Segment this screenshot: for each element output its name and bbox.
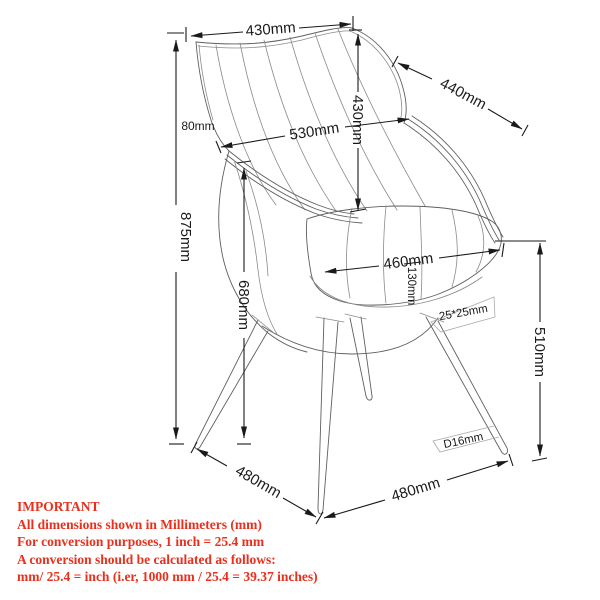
dim-overall-width — [216, 119, 409, 153]
dim-label-arm-length: 440mm — [437, 74, 490, 114]
important-note-heading: IMPORTANT — [17, 499, 100, 514]
dim-back-height — [349, 30, 366, 212]
dim-base-depth — [324, 454, 513, 518]
callout-leg-profile — [431, 297, 495, 332]
dim-label-back-height: 430mm — [349, 94, 366, 146]
important-note — [17, 498, 318, 586]
dim-arm-thickness — [181, 119, 214, 133]
important-note-line: mm/ 25.4 = inch (i.er, 1000 mm / 25.4 = 39.37 inches) — [17, 569, 318, 584]
dim-label-arm-thickness: 80mm — [181, 119, 215, 133]
dim-back-top-width — [186, 16, 353, 42]
back-channel-seams — [216, 29, 425, 211]
left-leg — [195, 320, 268, 449]
dim-seat-height — [495, 241, 548, 461]
dim-label-leg-diameter: D16mm — [442, 431, 485, 452]
back-left-leg — [350, 317, 372, 400]
dim-label-seat-thickness: 130mm — [405, 266, 417, 306]
dim-arm-length — [392, 56, 528, 136]
front-leg — [318, 318, 338, 514]
dimension-annotations — [167, 16, 548, 524]
important-note-line: A conversion should be calculated as follows: — [17, 551, 276, 567]
backrest-left-edge — [196, 42, 229, 151]
dim-label-leg-profile: 25*25mm — [438, 302, 489, 324]
dim-label-overall-width: 530mm — [288, 119, 341, 144]
dim-arm-height — [235, 161, 252, 444]
important-note-line: For conversion purposes, 1 inch = 25.4 mm — [17, 534, 265, 549]
dim-label-seat-height: 510mm — [531, 326, 548, 378]
dim-label-base-depth: 480mm — [389, 474, 443, 506]
under-shell — [262, 318, 438, 354]
seat-front-rim — [310, 276, 482, 307]
leg-mounts — [252, 313, 444, 333]
dim-label-overall-height: 875mm — [177, 211, 194, 263]
dim-label-back-top-width: 430mm — [245, 19, 297, 40]
dim-label-base-width: 480mm — [232, 462, 285, 502]
dim-label-seat-width: 460mm — [382, 249, 435, 274]
dim-overall-height — [167, 33, 194, 444]
dim-label-arm-height: 680mm — [235, 279, 252, 331]
right-armrest — [404, 116, 503, 243]
important-note-line: All dimensions shown in Millimeters (mm) — [17, 516, 262, 532]
